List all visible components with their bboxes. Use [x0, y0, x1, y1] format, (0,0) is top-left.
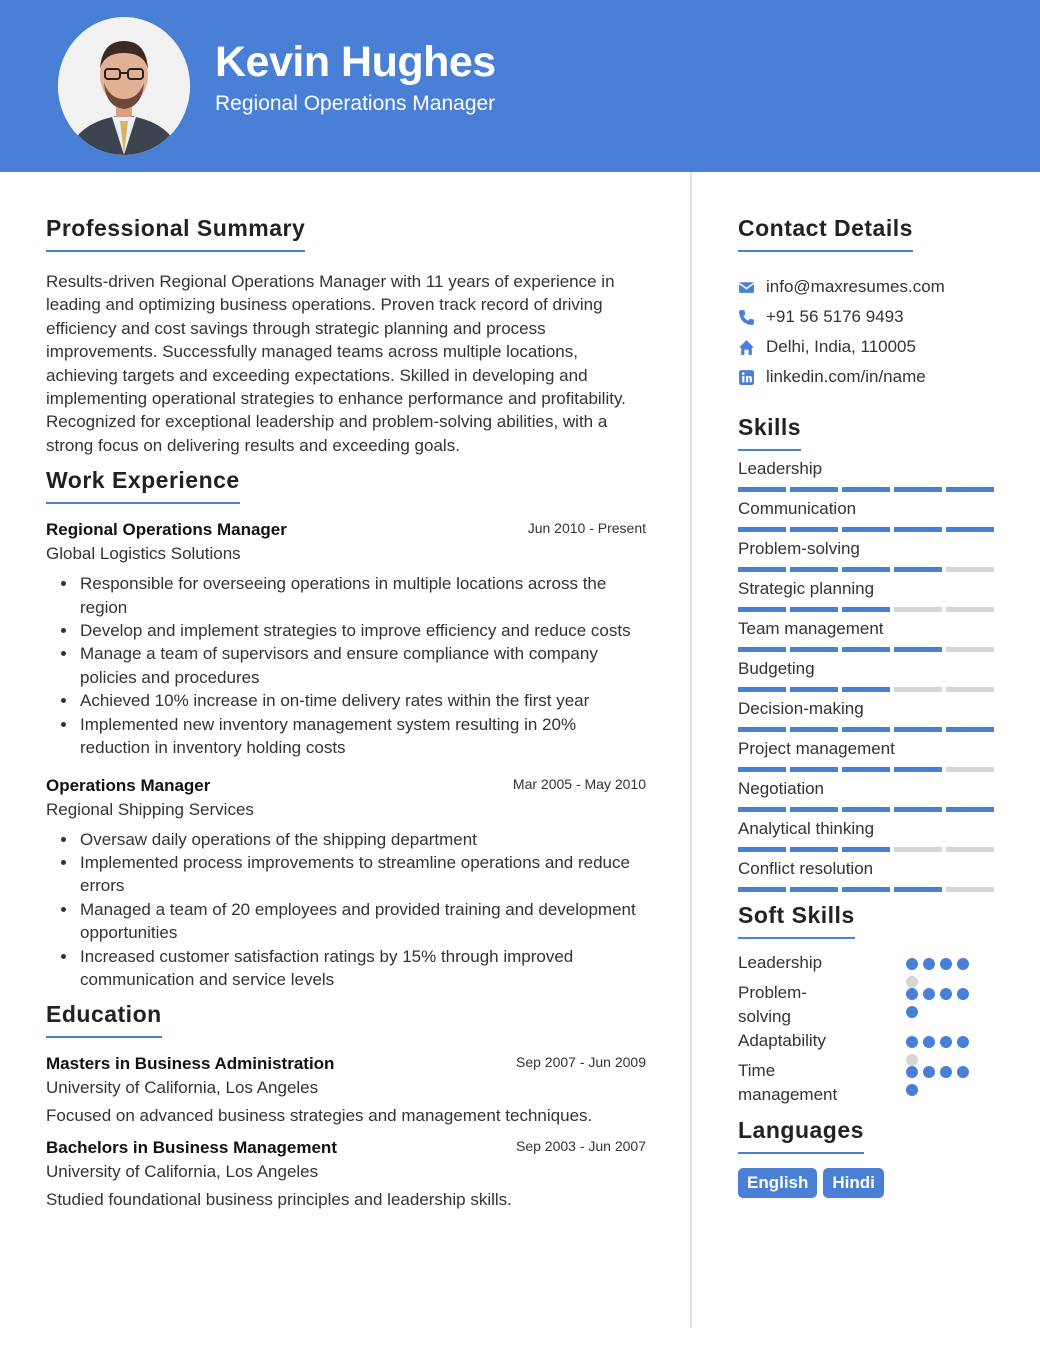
skill-level-segment: [946, 527, 994, 532]
skill-item: [738, 779, 998, 812]
skill-level-segment: [842, 727, 890, 732]
skill-level-bar: [738, 807, 998, 812]
skill-item: [738, 739, 998, 772]
job-title: Operations Manager: [46, 775, 211, 795]
skill-level-bar: [738, 687, 998, 692]
skill-level-segment: [790, 687, 838, 692]
skills-section: [738, 414, 998, 892]
skill-level-segment: [842, 847, 890, 852]
main-column: [46, 215, 646, 1220]
education-section: [46, 1001, 646, 1210]
skill-level-segment: [842, 687, 890, 692]
skill-item: [738, 579, 998, 612]
skill-level-segment: [738, 687, 786, 692]
skill-level-segment: [842, 887, 890, 892]
education-description: Focused on advanced business strategies and management techniques.: [46, 1106, 593, 1126]
education-header: [46, 1054, 646, 1076]
skill-level-segment: [790, 727, 838, 732]
contact-text: linkedin.com/in/name: [766, 367, 926, 386]
skill-item: [738, 459, 998, 492]
rating-dot: [957, 1066, 969, 1078]
skill-item: [738, 499, 998, 532]
rating-dot: [957, 958, 969, 970]
bullet-item: • Responsible for overseeing operations in multiple locations across the region: [78, 572, 646, 619]
skill-level-segment: [790, 607, 838, 612]
skill-level-segment: [894, 887, 942, 892]
candidate-name: Kevin Hughes: [215, 38, 496, 86]
education-entry: [46, 1054, 646, 1126]
bullet-item: • Develop and implement strategies to improve efficiency and reduce costs: [78, 619, 646, 642]
contact-text: info@maxresumes.com: [766, 277, 945, 296]
school-name: University of California, Los Angeles: [46, 1162, 319, 1182]
profile-photo: [58, 17, 190, 155]
soft-skill-name: Time management: [738, 1061, 838, 1104]
rating-dot: [923, 958, 935, 970]
skill-name: Negotiation: [738, 779, 825, 798]
envelope-icon: [738, 277, 766, 297]
contact-text: +91 56 5176 9493: [766, 307, 904, 326]
rating-dot: [906, 958, 918, 970]
skill-level-bar: [738, 567, 998, 572]
phone-icon: [738, 307, 766, 327]
rating-dot: [923, 988, 935, 1000]
side-column: [738, 215, 998, 1208]
skill-level-segment: [946, 767, 994, 772]
skill-level-segment: [946, 607, 994, 612]
skill-level-segment: [894, 807, 942, 812]
skill-item: [738, 699, 998, 732]
soft-skill-item: [738, 1059, 998, 1107]
job-date: Mar 2005 - May 2010: [512, 775, 646, 792]
bullet-item: • Implemented process improvements to streamline operations and reduce errors: [78, 851, 646, 898]
skill-level-segment: [946, 727, 994, 732]
soft-skill-item: [738, 1029, 998, 1059]
linkedin-icon: [738, 367, 766, 387]
job-bullets: [78, 572, 646, 759]
skill-level-segment: [842, 527, 890, 532]
skill-level-segment: [738, 647, 786, 652]
resume-header: [0, 0, 1040, 172]
skill-name: Decision-making: [738, 699, 864, 718]
column-divider: [690, 172, 692, 1328]
skill-name: Project management: [738, 739, 895, 758]
rating-dot: [957, 988, 969, 1000]
skill-level-segment: [738, 847, 786, 852]
section-heading: Work Experience: [46, 467, 240, 504]
skill-level-segment: [738, 727, 786, 732]
skill-level-segment: [894, 567, 942, 572]
skill-level-segment: [790, 527, 838, 532]
skill-level-segment: [894, 647, 942, 652]
skill-level-segment: [842, 487, 890, 492]
job-bullets: [78, 828, 646, 992]
skill-level-segment: [894, 767, 942, 772]
education-date: Sep 2007 - Jun 2009: [516, 1054, 646, 1071]
skill-level-segment: [894, 687, 942, 692]
skill-name: Budgeting: [738, 659, 815, 678]
skill-level-segment: [946, 647, 994, 652]
skill-level-segment: [842, 607, 890, 612]
job-company: Global Logistics Solutions: [46, 544, 241, 564]
skill-level-segment: [790, 847, 838, 852]
skill-item: [738, 859, 998, 892]
skill-level-segment: [842, 647, 890, 652]
skill-name: Conflict resolution: [738, 859, 874, 878]
person-portrait-icon: [58, 17, 190, 155]
skill-item: [738, 619, 998, 652]
rating-dot: [940, 1066, 952, 1078]
skill-level-bar: [738, 727, 998, 732]
skill-level-segment: [790, 567, 838, 572]
summary-text: Results-driven Regional Operations Manager with 11 years of experience in leading and optimizing business operations. Proven track record of driving efficiency and cost savings through strategic planning and process improvements. Successfully managed teams across multiple locations, achieving targets and exceeding expectations. Skilled in developing and implementing operational strategies to enhance performance and profitability. Recognized for exceptional leadership and problem-solving abilities, with a strong focus on delivering results and exceeding goals.: [46, 272, 626, 455]
school-name: University of California, Los Angeles: [46, 1078, 319, 1098]
soft-skill-name: Adaptability: [738, 1031, 826, 1050]
job-date: Jun 2010 - Present: [527, 520, 646, 537]
bullet-item: • Managed a team of 20 employees and provided training and development opportunities: [78, 898, 646, 945]
soft-skill-item: [738, 951, 998, 981]
soft-skill-name: Problem-solving: [738, 983, 807, 1026]
skill-item: [738, 539, 998, 572]
section-heading: Skills: [738, 414, 801, 451]
soft-skill-rating: [906, 1065, 978, 1101]
skill-level-segment: [946, 487, 994, 492]
skill-level-segment: [894, 727, 942, 732]
section-heading: Contact Details: [738, 215, 913, 252]
language-tag: Hindi: [823, 1168, 884, 1198]
skill-name: Analytical thinking: [738, 819, 875, 838]
skill-item: [738, 659, 998, 692]
skill-name: Strategic planning: [738, 579, 875, 598]
job-header: [46, 776, 646, 798]
candidate-title: Regional Operations Manager: [215, 92, 496, 115]
bullet-item: • Implemented new inventory management system resulting in 20% reduction in inventory holding costs: [78, 713, 646, 760]
rating-dot: [906, 1036, 918, 1048]
skill-level-bar: [738, 487, 998, 492]
skill-level-segment: [790, 887, 838, 892]
skill-level-segment: [790, 767, 838, 772]
rating-dot: [940, 958, 952, 970]
soft-skills-section: [738, 902, 998, 1107]
skill-name: Leadership: [738, 459, 823, 478]
section-heading: Languages: [738, 1117, 864, 1154]
rating-dot: [906, 1006, 918, 1018]
degree-title: Bachelors in Business Management: [46, 1138, 337, 1158]
education-header: [46, 1138, 646, 1160]
skill-level-segment: [946, 687, 994, 692]
education-date: Sep 2003 - Jun 2007: [516, 1138, 646, 1155]
rating-dot: [940, 1036, 952, 1048]
skill-level-bar: [738, 647, 998, 652]
skill-level-segment: [738, 567, 786, 572]
contact-item[interactable]: [738, 302, 998, 332]
job-entry: [46, 520, 646, 759]
skill-level-segment: [790, 647, 838, 652]
education-entry: [46, 1138, 646, 1210]
contact-item[interactable]: [738, 272, 998, 302]
contact-text: Delhi, India, 110005: [766, 337, 916, 356]
rating-dot: [923, 1036, 935, 1048]
section-heading: Education: [46, 1001, 162, 1038]
rating-dot: [923, 1066, 935, 1078]
job-entry: [46, 776, 646, 992]
languages-section: [738, 1117, 998, 1198]
education-description: Studied foundational business principles and leadership skills.: [46, 1190, 512, 1210]
skill-level-segment: [790, 487, 838, 492]
skill-name: Problem-solving: [738, 539, 860, 558]
skill-level-segment: [790, 807, 838, 812]
contact-item[interactable]: [738, 332, 998, 362]
rating-dot: [906, 988, 918, 1000]
soft-skill-name: Leadership: [738, 953, 823, 972]
experience-section: [46, 467, 646, 991]
contact-item[interactable]: [738, 362, 998, 392]
skill-level-segment: [738, 807, 786, 812]
rating-dot: [957, 1036, 969, 1048]
soft-skill-item: [738, 981, 998, 1029]
language-tag: English: [738, 1168, 817, 1198]
skill-level-segment: [738, 607, 786, 612]
skill-name: Team management: [738, 619, 884, 638]
skill-name: Communication: [738, 499, 857, 518]
soft-skill-rating: [906, 987, 978, 1023]
skill-level-bar: [738, 527, 998, 532]
bullet-item: • Achieved 10% increase in on-time delivery rates within the first year: [78, 689, 646, 712]
skill-level-segment: [842, 567, 890, 572]
home-icon: [738, 337, 766, 357]
skill-level-segment: [894, 487, 942, 492]
skill-level-segment: [738, 767, 786, 772]
job-header: [46, 520, 646, 542]
skill-level-segment: [842, 767, 890, 772]
bullet-item: • Oversaw daily operations of the shipping department: [78, 828, 646, 851]
skill-level-segment: [894, 847, 942, 852]
rating-dot: [940, 988, 952, 1000]
bullet-item: • Increased customer satisfaction ratings by 15% through improved communication and service levels: [78, 945, 646, 992]
rating-dot: [906, 1084, 918, 1096]
skill-level-segment: [946, 567, 994, 572]
rating-dot: [906, 1066, 918, 1078]
skill-level-segment: [738, 487, 786, 492]
degree-title: Masters in Business Administration: [46, 1054, 335, 1074]
skill-level-segment: [894, 527, 942, 532]
skill-level-segment: [842, 807, 890, 812]
skill-level-bar: [738, 607, 998, 612]
skill-level-segment: [946, 807, 994, 812]
summary-section: [46, 215, 646, 457]
skill-level-segment: [946, 847, 994, 852]
skill-level-bar: [738, 847, 998, 852]
skill-level-segment: [738, 527, 786, 532]
skill-level-segment: [894, 607, 942, 612]
skill-item: [738, 819, 998, 852]
skill-level-bar: [738, 767, 998, 772]
job-title: Regional Operations Manager: [46, 520, 287, 540]
skill-level-bar: [738, 887, 998, 892]
skill-level-segment: [946, 887, 994, 892]
contact-section: [738, 215, 998, 392]
skill-level-segment: [738, 887, 786, 892]
job-company: Regional Shipping Services: [46, 799, 254, 819]
section-heading: Soft Skills: [738, 902, 855, 939]
section-heading: Professional Summary: [46, 215, 305, 252]
bullet-item: • Manage a team of supervisors and ensure compliance with company policies and procedures: [78, 642, 646, 689]
